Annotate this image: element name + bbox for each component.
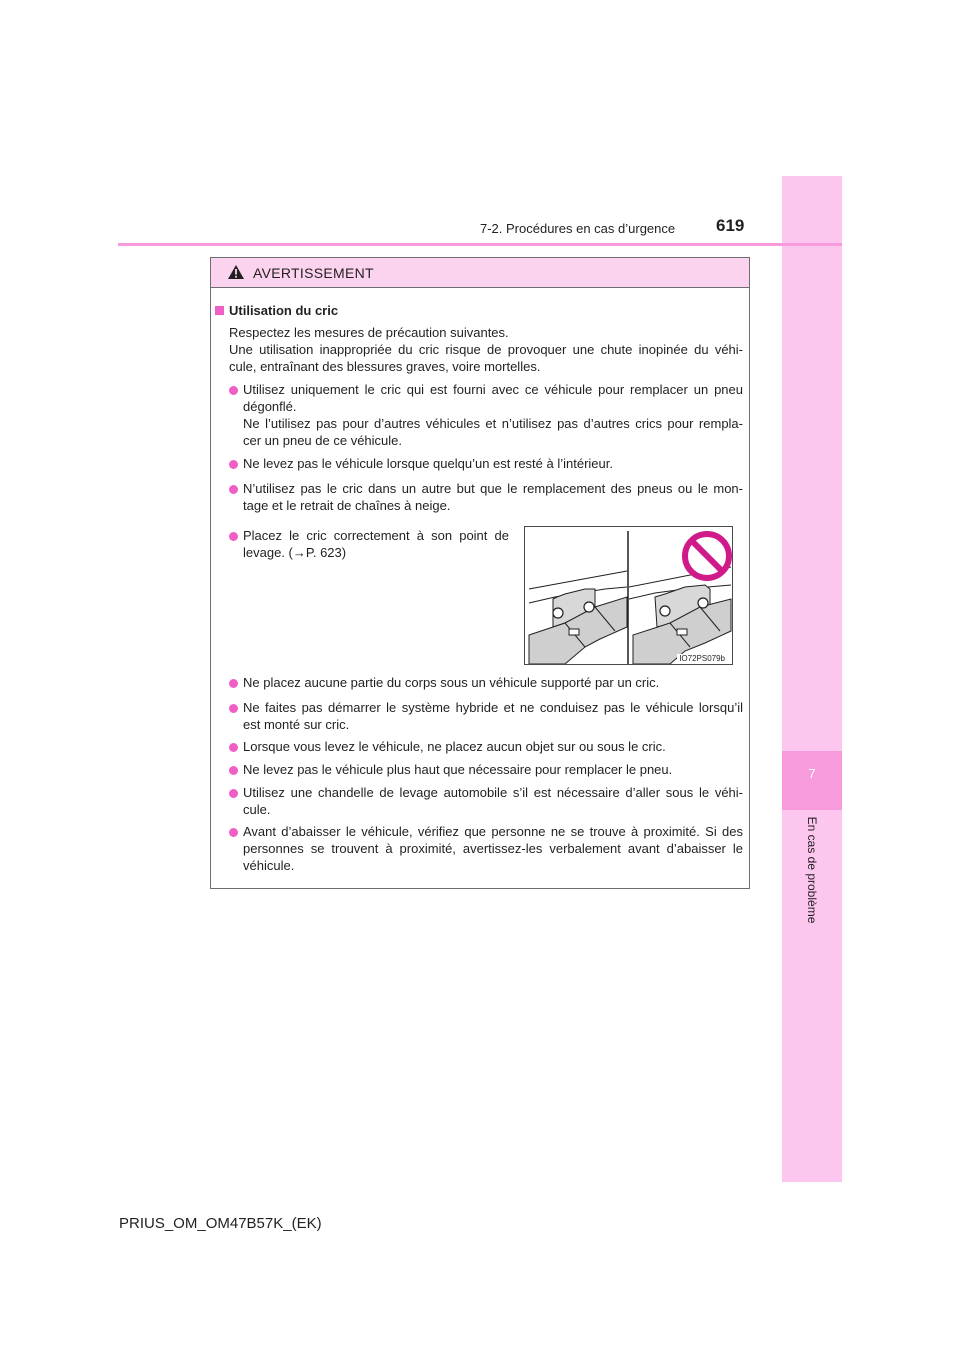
bullet-text: Ne faites pas démarrer le système hybride et ne conduisez pas le véhicule lorsqu’il — [243, 700, 743, 715]
chapter-label: En cas de problème — [805, 816, 819, 924]
bullet-dot — [229, 485, 238, 494]
bullet-text: personnes se trouvent à proximité, avertissez-les verbalement avant d’abaisser le — [243, 841, 743, 856]
bullet-text: Ne levez pas le véhicule plus haut que nécessaire pour remplacer le pneu. — [243, 762, 673, 777]
bullet-dot — [229, 679, 238, 688]
figure-code: IO72PS079b — [679, 654, 725, 663]
intro-line: Respectez les mesures de précaution suivantes. — [229, 325, 509, 340]
side-tab-strip — [782, 176, 842, 1182]
bullet-dot — [229, 460, 238, 469]
bullet-text: Ne placez aucune partie du corps sous un véhicule supporté par un cric. — [243, 675, 660, 690]
bullet-text: cer un pneu de ce véhicule. — [243, 433, 402, 448]
warning-triangle-icon — [227, 264, 245, 280]
chapter-number: 7 — [808, 766, 816, 781]
intro-line: cule, entraînant des blessures graves, voire mortelles. — [229, 359, 541, 374]
bullet-text: N’utilisez pas le cric dans un autre but que le remplacement des pneus ou le mon- — [243, 481, 743, 496]
bullet-text: Placez le cric correctement à son point de — [243, 528, 509, 543]
bullet-text: Lorsque vous levez le véhicule, ne placez aucun objet sur ou sous le cric. — [243, 739, 666, 754]
warning-title: AVERTISSEMENT — [253, 265, 374, 281]
bullet-text: Utilisez une chandelle de levage automobile s’il est nécessaire d’aller sous le véhi- — [243, 785, 743, 800]
header-rule — [118, 243, 842, 246]
heading-square-bullet — [215, 306, 224, 315]
bullet-text: Utilisez uniquement le cric qui est fourni avec ce véhicule pour remplacer un pneu — [243, 382, 743, 397]
bullet-text: est monté sur cric. — [243, 717, 350, 732]
prohibited-icon — [685, 534, 729, 578]
warning-header — [211, 258, 749, 288]
bullet-dot — [229, 704, 238, 713]
bullet-dot — [229, 766, 238, 775]
bullet-text: Ne levez pas le véhicule lorsque quelqu’un est resté à l’intérieur. — [243, 456, 613, 471]
bullet-dot — [229, 789, 238, 798]
bullet-text: dégonflé. — [243, 399, 297, 414]
bullet-text: véhicule. — [243, 858, 295, 873]
bullet-text: Avant d’abaisser le véhicule, vérifiez que personne ne se trouve à proximité. Si des — [243, 824, 743, 839]
bullet-dot — [229, 386, 238, 395]
bullet-text: tage et le retrait de chaînes à neige. — [243, 498, 451, 513]
page-number: 619 — [716, 216, 745, 235]
document-code: PRIUS_OM_OM47B57K_(EK) — [119, 1215, 322, 1232]
section-heading: Utilisation du cric — [229, 303, 339, 318]
bullet-text: cule. — [243, 802, 271, 817]
bullet-dot — [229, 828, 238, 837]
bullet-dot — [229, 743, 238, 752]
bullet-text: Ne l’utilisez pas pour d’autres véhicules et n’utilisez pas d’autres crics pour rempla- — [243, 416, 743, 431]
bullet-dot — [229, 532, 238, 541]
jack-point-figure — [524, 526, 733, 665]
bullet-text: levage. (→P. 623) — [243, 545, 347, 560]
intro-line: Une utilisation inappropriée du cric risque de provoquer une chute inopinée du véhi- — [229, 342, 743, 357]
jack-point-illustration — [525, 527, 732, 664]
section-title: 7-2. Procédures en cas d’urgence — [480, 221, 676, 236]
